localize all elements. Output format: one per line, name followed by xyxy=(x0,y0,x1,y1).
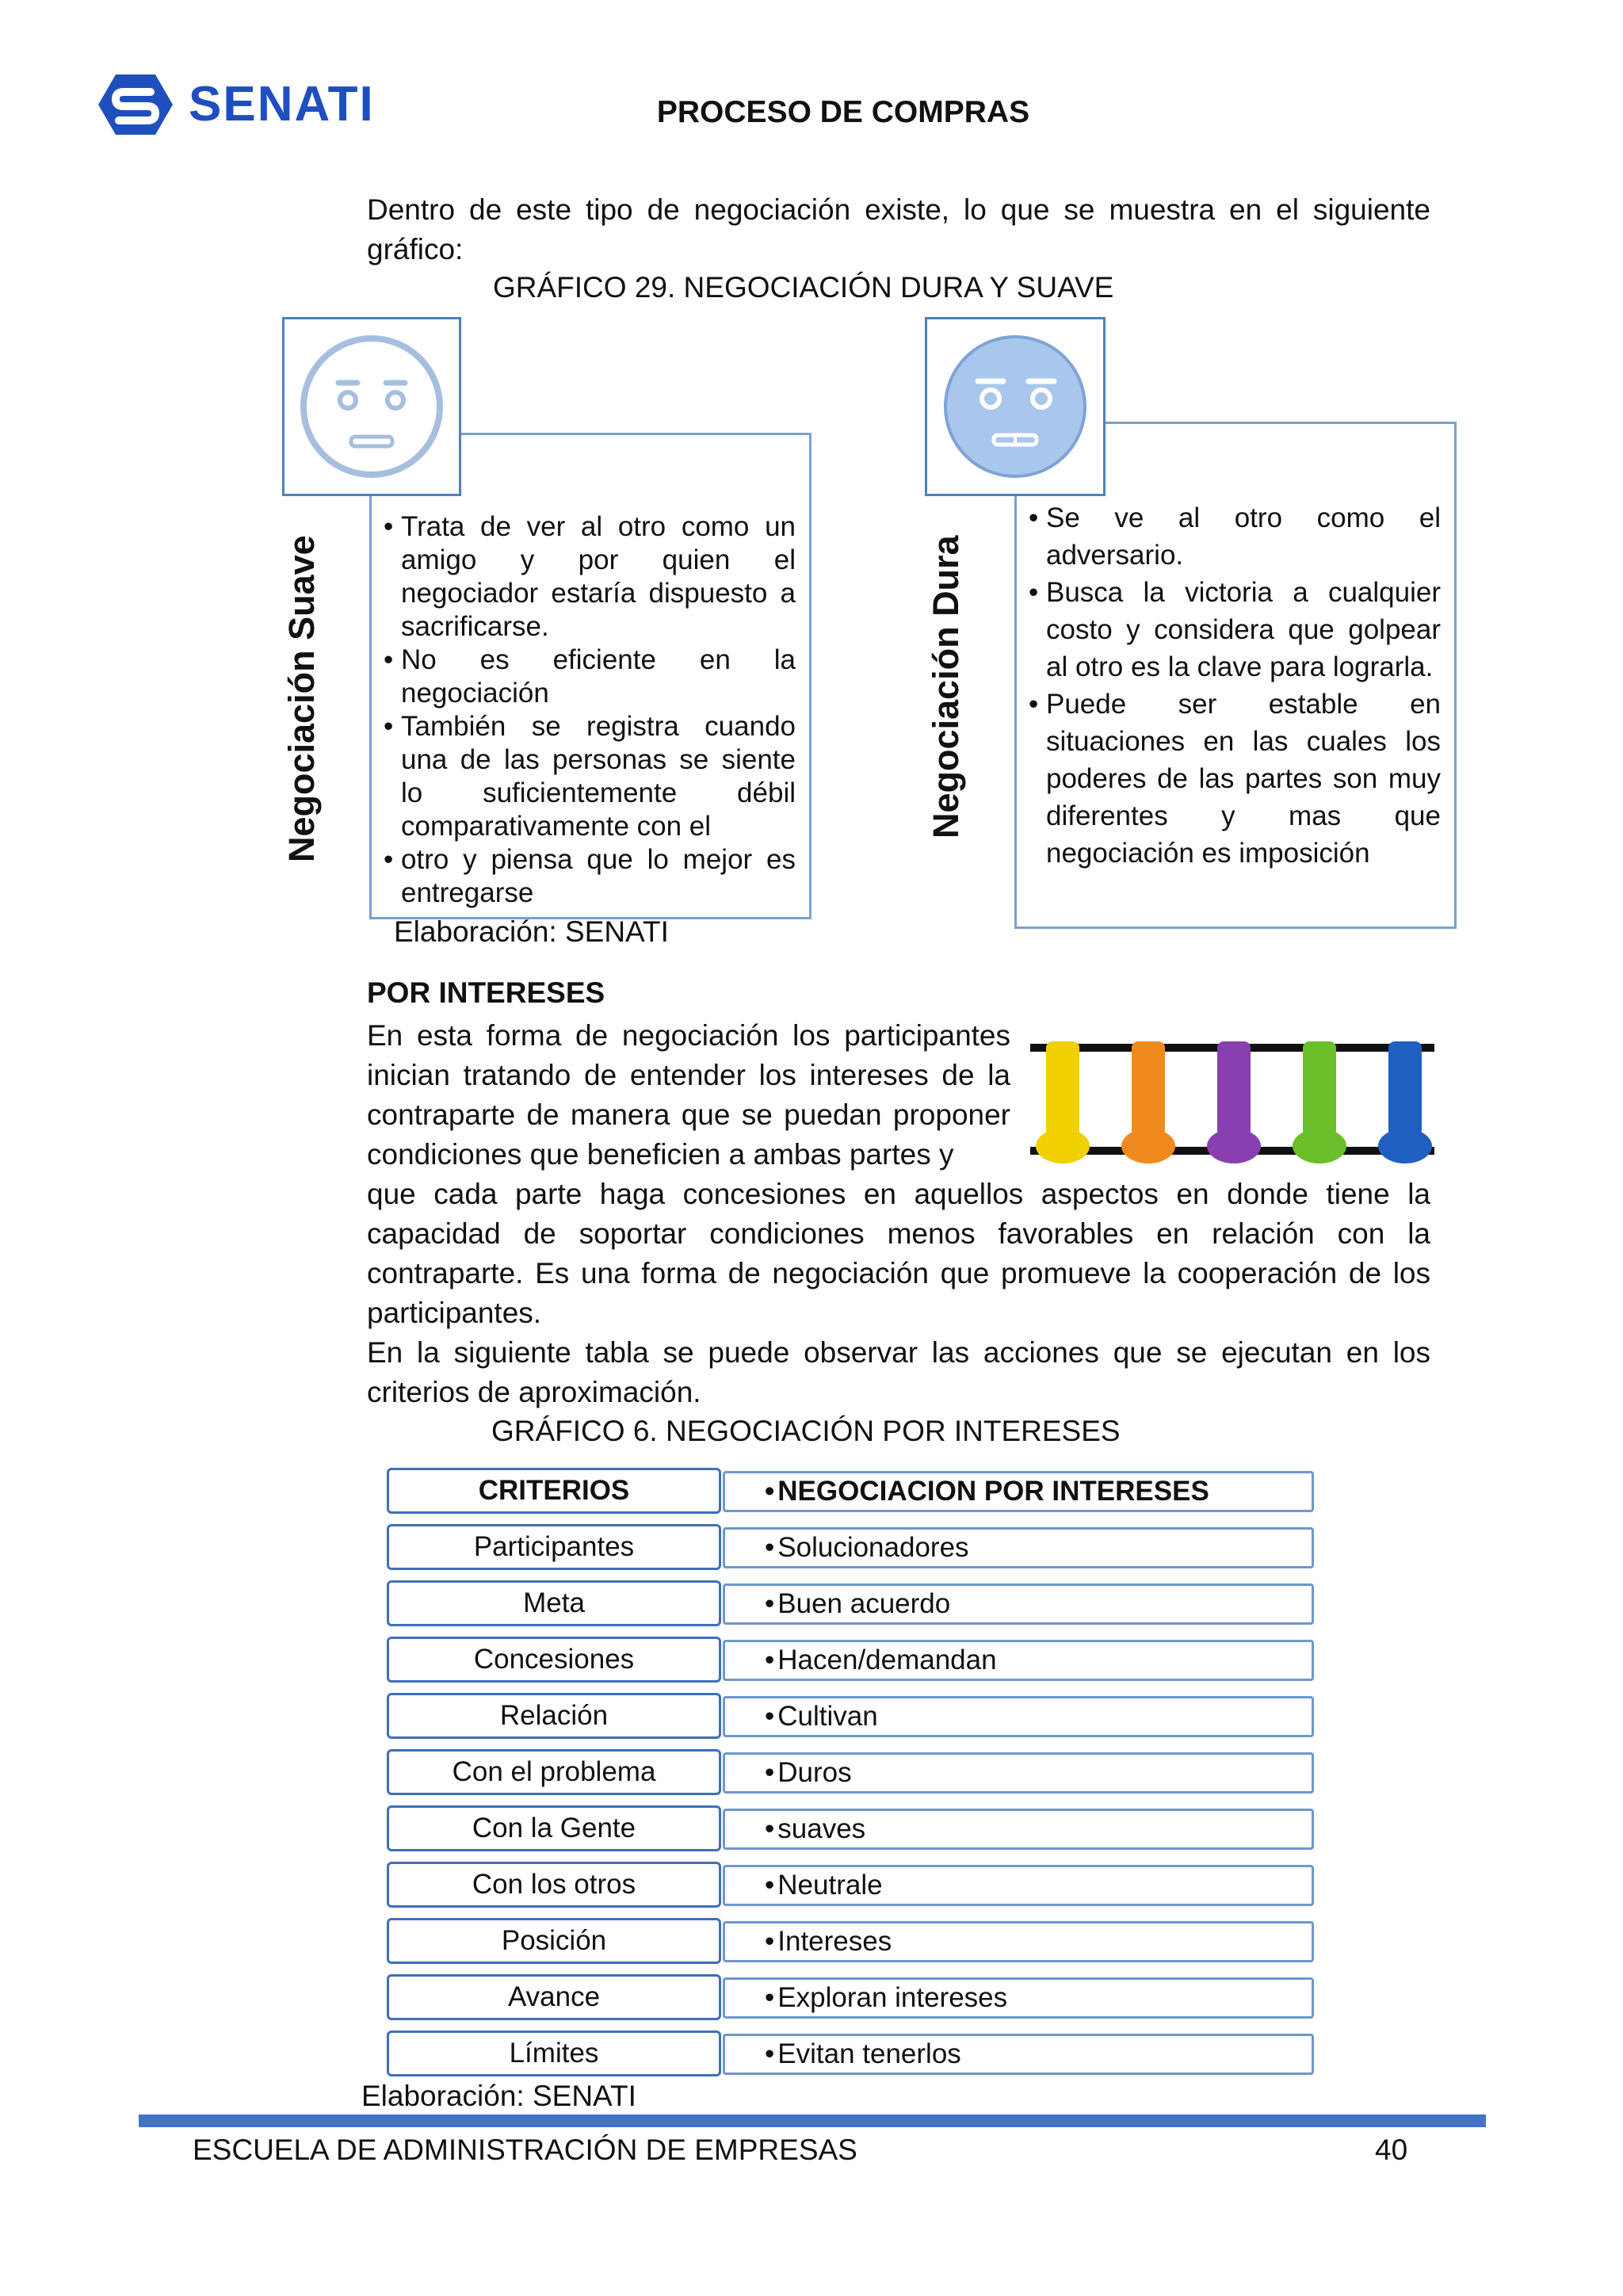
soft-negotiation-label: Negociación Suave xyxy=(281,535,322,862)
criteria-cell: Con el problema xyxy=(387,1749,721,1795)
hand-palm xyxy=(1293,1129,1346,1163)
footer-school: ESCUELA DE ADMINISTRACIÓN DE EMPRESAS xyxy=(193,2134,857,2166)
interests-cell xyxy=(723,1584,1314,1625)
intro-paragraph: Dentro de este tipo de negociación existe, lo que se muestra en el siguiente gráfico: xyxy=(367,193,1430,266)
criteria-cell: Límites xyxy=(387,2030,721,2076)
table-source: Elaboración: SENATI xyxy=(361,2080,636,2112)
table-row xyxy=(387,1580,1314,1626)
page-title: PROCESO DE COMPRAS xyxy=(656,95,1030,129)
interests-cell xyxy=(723,2034,1314,2075)
cell-text: • Cultivan xyxy=(777,1701,878,1732)
cell-text: • suaves xyxy=(777,1813,866,1844)
footer-bar xyxy=(139,2115,1486,2127)
criteria-cell: Relación xyxy=(387,1693,721,1739)
hands-ladder-image xyxy=(1030,1018,1434,1176)
table-row xyxy=(387,1918,1314,1964)
soft-bullet: • otro y piensa que lo mejor es entregarse xyxy=(384,843,796,910)
serious-face-icon xyxy=(927,319,1103,494)
neutral-face-icon xyxy=(285,319,459,494)
interests-cell xyxy=(723,1809,1314,1850)
hand-palm xyxy=(1207,1129,1261,1163)
hand-palm xyxy=(1378,1129,1432,1163)
interests-cell xyxy=(723,1752,1314,1794)
criteria-cell: Con la Gente xyxy=(387,1805,721,1851)
page-number: 40 xyxy=(1375,2134,1408,2166)
criteria-cell: Con los otros xyxy=(387,1862,721,1908)
cell-text: • Duros xyxy=(777,1757,852,1788)
hard-bullets xyxy=(1029,499,1441,872)
criteria-cell: Concesiones xyxy=(387,1637,721,1683)
cell-text: • Exploran intereses xyxy=(777,1982,1008,2013)
hand-arm xyxy=(1132,1041,1165,1137)
logo-text: SENATI xyxy=(189,77,375,132)
figure-caption: GRÁFICO 29. NEGOCIACIÓN DURA Y SUAVE xyxy=(493,271,1114,304)
table-row xyxy=(387,1637,1314,1683)
hand-palm xyxy=(1036,1129,1090,1163)
hard-negotiation-label: Negociación Dura xyxy=(926,535,966,839)
interests-cell xyxy=(723,1977,1314,2019)
table-row xyxy=(387,2030,1314,2076)
soft-bullet: • También se registra cuando una de las personas se siente lo suficientemente débil comparativamente con el xyxy=(384,710,796,843)
table-header-row xyxy=(387,1468,1314,1514)
hard-bullet: • Busca la victoria a cualquier costo y considera que golpear al otro es la clave para lograrla. xyxy=(1029,574,1441,686)
interests-paragraph: En esta forma de negociación los participantes inician tratando de entender los intereses de la contraparte de manera que se puedan proponer condiciones que beneficien a ambas partes y xyxy=(367,1019,1010,1171)
hand-palm xyxy=(1121,1129,1175,1163)
figure-source: Elaboración: SENATI xyxy=(394,915,669,948)
table-row xyxy=(387,1524,1314,1570)
table-intro-paragraph: En la siguiente tabla se puede observar las acciones que se ejecutan en los criterios de aproximación. xyxy=(367,1336,1430,1408)
cell-text: • Intereses xyxy=(777,1926,892,1957)
table-caption: GRÁFICO 6. NEGOCIACIÓN POR INTERESES xyxy=(491,1415,1121,1447)
hand-arm xyxy=(1046,1041,1079,1137)
hand-arm xyxy=(1217,1041,1251,1137)
criteria-cell: Posición xyxy=(387,1918,721,1964)
criteria-header-cell: CRITERIOS xyxy=(387,1468,721,1514)
table-row xyxy=(387,1805,1314,1851)
cell-text: • Neutrale xyxy=(777,1870,883,1901)
hand-arm xyxy=(1303,1041,1336,1137)
interests-paragraph-continued: que cada parte haga concesiones en aquellos aspectos en donde tiene la capacidad de soportar condiciones menos favorables en relación con la contraparte. Es una forma de negociación que promueve la cooperación de los participantes. xyxy=(367,1178,1430,1329)
soft-face-frame xyxy=(282,317,461,496)
cell-text: • Solucionadores xyxy=(777,1532,969,1563)
criteria-cell: Participantes xyxy=(387,1524,721,1570)
interests-cell xyxy=(723,1527,1314,1568)
cell-text: • Hacen/demandan xyxy=(777,1645,997,1675)
interests-header-cell xyxy=(723,1471,1314,1512)
soft-bullet: • Trata de ver al otro como un amigo y por quien el negociador estaría dispuesto a sacrificarse. xyxy=(384,510,796,644)
hard-bullet: • Se ve al otro como el adversario. xyxy=(1029,499,1441,574)
criteria-cell: Meta xyxy=(387,1580,721,1626)
table-row xyxy=(387,1693,1314,1739)
criteria-cell: Avance xyxy=(387,1974,721,2020)
hand-arm xyxy=(1388,1041,1422,1137)
table-row xyxy=(387,1974,1314,2020)
table-row xyxy=(387,1749,1314,1795)
soft-bullets xyxy=(384,510,796,910)
cell-text: • Evitan tenerlos xyxy=(777,2038,961,2069)
interests-cell xyxy=(723,1865,1314,1906)
soft-bullet: • No es eficiente en la negociación xyxy=(384,644,796,710)
interests-cell xyxy=(723,1640,1314,1681)
hard-face-frame xyxy=(925,317,1106,496)
interests-cell xyxy=(723,1696,1314,1737)
table-row xyxy=(387,1862,1314,1908)
cell-text: • NEGOCIACION POR INTERESES xyxy=(777,1476,1209,1507)
section-heading: POR INTERESES xyxy=(367,976,605,1009)
hard-bullet: • Puede ser estable en situaciones en las cuales los poderes de las partes son muy diferentes y mas que negociación es imposición xyxy=(1029,686,1441,872)
interests-cell xyxy=(723,1921,1314,1962)
cell-text: • Buen acuerdo xyxy=(777,1588,951,1619)
